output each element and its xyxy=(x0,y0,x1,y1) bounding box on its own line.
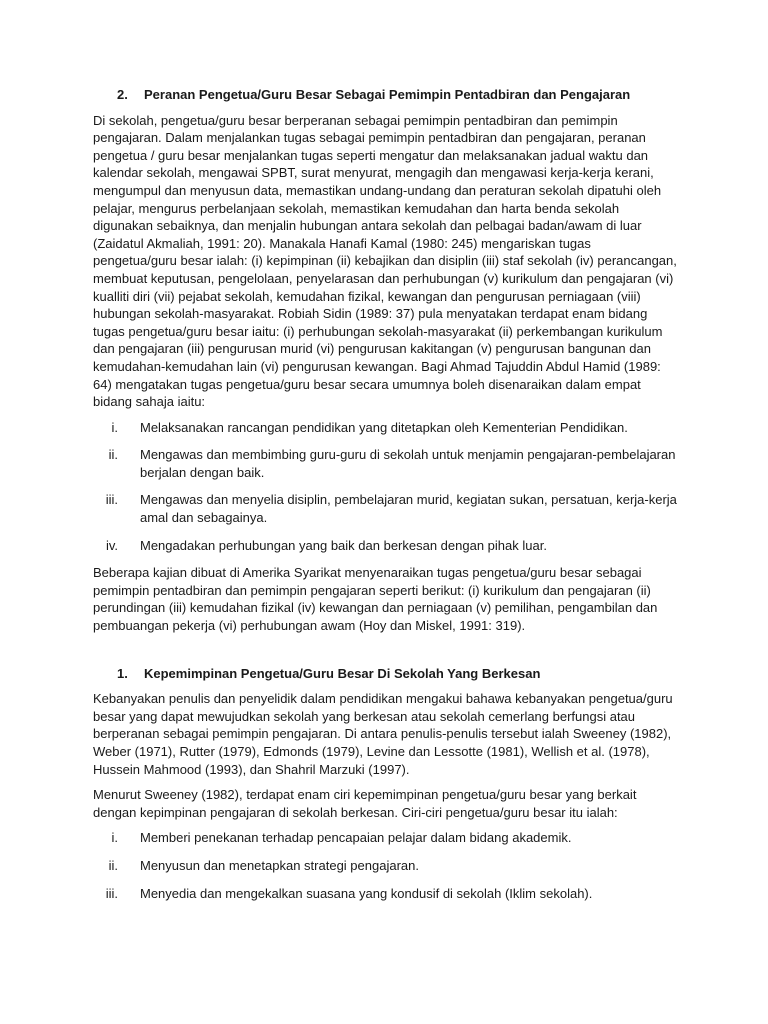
section-gap xyxy=(93,643,678,665)
list-item-number: iii. xyxy=(105,492,118,508)
list-item-number: iv. xyxy=(105,537,118,553)
section-2-paragraph-1: Di sekolah, pengetua/guru besar berperanan sebagai pemimpin pentadbiran dan pemimpin pengajaran. Dalam menjalankan tugas sebagai pemimpin pentadbiran dan pengajaran, peranan pengetua / guru besar menjalankan tugas seperti mengatur dan melaksanakan jadual waktu dan kalendar sekolah, mengawai SPBT, surat menyurat, mengagih dan mengawasi kerja-kerja kerani, mengumpul dan menyusun data, memastikan undang-undang dan peraturan sekolah dipatuhi oleh pelajar, mengurus perbelanjaan sekolah, memastikan kemudahan dan harta benda sekolah digunakan sebaiknya, dan menjalin hubungan antara sekolah dan pelbagai badan/awam di luar (Zaidatul Akmaliah, 1991: 20). Manakala Hanafi Kamal (1980: 245) mengariskan tugas pengetua/guru besar ialah: (i) kepimpinan (ii) kebajikan dan disiplin (iii) staf sekolah (iv) perancangan, membuat keputusan, pengelolaan, penyelarasan dan perhubungan (v) kurikulum dan pengajaran (vi) kualliti diri (vii) pejabat sekolah, kemudahan fizikal, kewangan dan pengurusan perniagaan (viii) hubungan sekolah-masyarakat. Robiah Sidin (1989: 37) pula menyatakan terdapat enam bidang tugas pengetua/guru besar iaitu: (i) perhubungan sekolah-masyarakat (ii) perkembangan kurikulum dan pengajaran (iii) pengurusan murid (vi) pengurusan kakitangan (v) pengurusan bangunan dan kemudahan-kemudahan lain (vi) pengurusan kewangan. Bagi Ahmad Tajuddin Abdul Hamid (1989: 64) mengatakan tugas pengetua/guru besar secara umumnya boleh disenaraikan dalam empat bidang sahaja iaitu: xyxy=(93,112,677,410)
section-2-paragraph-2: Beberapa kajian dibuat di Amerika Syarikat menyenaraikan tugas pengetua/guru besar sebagai pemimpin pentadbiran dan pemimpin pengajaran seperti berikut: (i) kurikulum dan pengajaran (ii) perundingan (iii) kemudahan fizikal (iv) kewangan dan perniagaan (v) pemilihan, pengambilan dan pembuangan pekerja (vi) perhubungan awam (Hoy dan Miskel, 1991: 319). xyxy=(93,565,658,634)
list-item-text: Melaksanakan rancangan pendidikan yang ditetapkan oleh Kementerian Pendidikan. xyxy=(140,419,628,435)
list-item-text: Mengawas dan menyelia disiplin, pembelajaran murid, kegiatan sukan, persatuan, kerja-kerja amal dan sebagainya. xyxy=(140,492,677,526)
list-item-text: Menyedia dan mengekalkan suasana yang kondusif di sekolah (Iklim sekolah). xyxy=(140,885,593,901)
section-2-heading xyxy=(93,86,678,104)
list-item-text: Memberi penekanan terhadap pencapaian pelajar dalam bidang akademik. xyxy=(140,830,572,846)
list-item-number: i. xyxy=(111,830,118,846)
list-item xyxy=(93,537,678,555)
section-1-paragraph-1: Kebanyakan penulis dan penyelidik dalam pendidikan mengakui bahawa kebanyakan pengetua/guru besar yang dapat mewujudkan sekolah yang berkesan atau sekolah cemerlang berfungsi atau berperanan sebagai pemimpin pengajaran. Di antara penulis-penulis tersebut ialah Sweeney (1982), Weber (1971), Rutter (1979), Edmonds (1979), Levine dan Lessotte (1981), Wellish et al. (1978), Hussein Mahmood (1993), dan Shahril Marzuki (1997). xyxy=(93,691,673,777)
list-item-number: ii. xyxy=(108,857,118,873)
list-item-text: Mengadakan perhubungan yang baik dan berkesan dengan pihak luar. xyxy=(140,537,547,553)
list-item xyxy=(93,491,678,526)
section-2-list xyxy=(93,419,678,555)
list-item xyxy=(93,419,678,437)
list-item-number: iii. xyxy=(105,885,118,901)
section-1-heading xyxy=(93,665,678,683)
section-1-paragraph-2: Menurut Sweeney (1982), terdapat enam ciri kepemimpinan pengetua/guru besar yang berkait dengan kepimpinan pengajaran di sekolah berkesan. Ciri-ciri pengetua/guru besar itu ialah: xyxy=(93,787,637,820)
list-item-number: ii. xyxy=(108,447,118,463)
section-2-number: 2. xyxy=(117,87,128,102)
section-2-title: Peranan Pengetua/Guru Besar Sebagai Pemimpin Pentadbiran dan Pengajaran xyxy=(144,87,631,102)
list-item xyxy=(93,446,678,481)
list-item-text: Mengawas dan membimbing guru-guru di sekolah untuk menjamin pengajaran-pembelajaran berjalan dengan baik. xyxy=(140,447,676,480)
section-1-list xyxy=(93,829,678,902)
section-1-title: Kepemimpinan Pengetua/Guru Besar Di Sekolah Yang Berkesan xyxy=(144,665,541,681)
list-item-number: i. xyxy=(111,419,118,435)
list-item xyxy=(93,885,678,903)
list-item xyxy=(93,829,678,847)
section-1-number: 1. xyxy=(117,665,128,681)
document-body xyxy=(93,86,678,912)
list-item-text: Menyusun dan menetapkan strategi pengajaran. xyxy=(140,857,419,873)
list-item xyxy=(93,857,678,875)
